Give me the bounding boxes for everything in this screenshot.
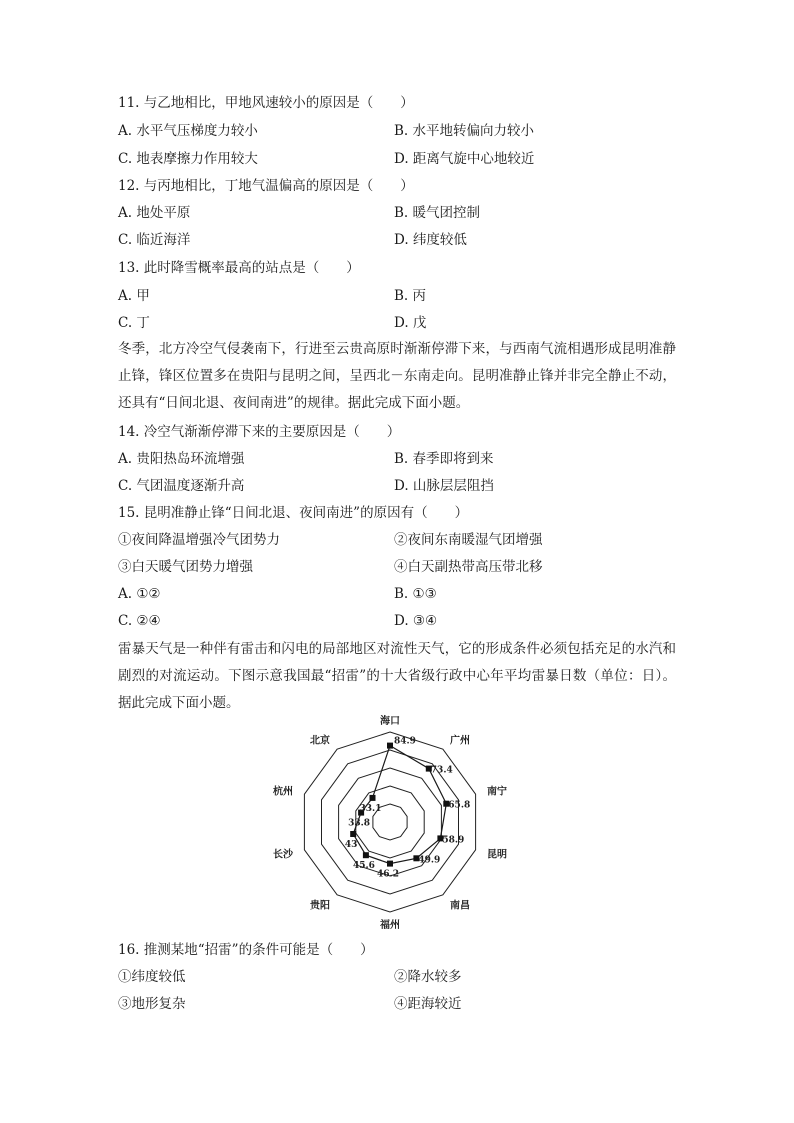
radar-value-label: 46.2 [377, 869, 399, 880]
radar-category-label: 海口 [380, 716, 400, 727]
radar-value-label: 33.1 [359, 803, 382, 814]
radar-grid-ring [304, 732, 475, 912]
q14-option-a: A. 贵阳热岛环流增强 [118, 451, 245, 467]
radar-category-label: 昆明 [487, 849, 507, 861]
q15-option-a: A. ①② [118, 586, 161, 602]
radar-category-label: 长沙 [273, 849, 293, 861]
q12-option-c: C. 临近海洋 [118, 232, 191, 248]
radar-value-label: 58.9 [442, 835, 465, 846]
q11-option-b: B. 水平地转偏向力较小 [394, 123, 535, 139]
q11-option-c: C. 地表摩擦力作用较大 [118, 151, 258, 167]
q16-statement-3: ③地形复杂 [118, 996, 186, 1012]
radar-value-label: 65.8 [448, 800, 471, 811]
q12-option-b: B. 暖气团控制 [394, 205, 481, 221]
q13-option-c: C. 丁 [118, 315, 150, 331]
radar-value-label: 49.9 [418, 855, 441, 866]
q13-option-a: A. 甲 [118, 288, 150, 304]
q15-stem: 15. 昆明准静止锋“日间北退、夜间南进”的原因有（ ） [118, 505, 469, 521]
radar-value-label: 45.6 [352, 861, 375, 872]
radar-category-label: 广州 [450, 735, 470, 747]
thunderstorm-radar-chart [273, 716, 510, 931]
passage-thunderstorm: 雷暴天气是一种伴有雷击和闪电的局部地区对流性天气，它的形成条件必须包括充足的水汽和剧烈的对流运动。下图示意我国最“招雷”的十大省级行政中心年平均雷暴日数（单位：日）。据此完成下面小题。 [118, 641, 676, 711]
radar-category-label: 杭州 [273, 786, 293, 798]
radar-data-point [370, 795, 376, 801]
radar-data-point [350, 831, 356, 837]
q13-option-b: B. 丙 [394, 288, 427, 304]
q16-statement-1: ①纬度较低 [118, 969, 186, 985]
q13-option-d: D. 戊 [394, 315, 427, 331]
q12-stem: 12. 与丙地相比，丁地气温偏高的原因是（ ） [118, 178, 414, 194]
q11-stem: 11. 与乙地相比，甲地风速较小的原因是（ ） [118, 95, 414, 111]
q15-option-d: D. ③④ [394, 613, 438, 629]
radar-data-point [387, 861, 393, 867]
radar-value-label: 84.9 [394, 736, 416, 747]
radar-category-label: 北京 [310, 735, 330, 747]
radar-category-label: 福州 [380, 920, 400, 931]
radar-value-label: 73.4 [430, 765, 453, 776]
q13-stem: 13. 此时降雪概率最高的站点是（ ） [118, 260, 360, 276]
q15-statement-1: ①夜间降温增强冷气团势力 [118, 532, 280, 548]
q12-option-a: A. 地处平原 [118, 205, 191, 221]
passage-kunming-front: 冬季，北方冷空气侵袭南下，行进至云贵高原时渐渐停滞下来，与西南气流相遇形成昆明准静止锋，锋区位置多在贵阳与昆明之间，呈西北－东南走向。昆明准静止锋并非完全静止不动，还具有“日间北退、夜间南进”的规律。据此完成下面小题。 [118, 341, 676, 411]
q16-stem: 16. 推测某地“招雷”的条件可能是（ ） [118, 942, 374, 958]
q16-statement-2: ②降水较多 [394, 969, 462, 985]
q14-option-d: D. 山脉层层阻挡 [394, 478, 494, 494]
q11-option-a: A. 水平气压梯度力较小 [118, 123, 258, 139]
q14-stem: 14. 冷空气渐渐停滞下来的主要原因是（ ） [118, 424, 401, 440]
radar-value-label: 33.8 [348, 818, 371, 829]
radar-data-point [387, 743, 393, 749]
q14-option-b: B. 春季即将到来 [394, 451, 494, 467]
q12-option-d: D. 纬度较低 [394, 232, 467, 248]
radar-data-point [363, 852, 369, 858]
q16-statement-4: ④距海较近 [394, 996, 462, 1012]
q15-option-b: B. ①③ [394, 586, 437, 602]
radar-value-label: 43 [344, 840, 358, 850]
q15-statement-4: ④白天副热带高压带北移 [394, 559, 543, 575]
q15-statement-3: ③白天暖气团势力增强 [118, 559, 253, 575]
radar-category-label: 南昌 [450, 900, 470, 912]
q11-option-d: D. 距离气旋中心地较近 [394, 151, 535, 167]
q14-option-c: C. 气团温度逐渐升高 [118, 478, 245, 494]
q15-option-c: C. ②④ [118, 613, 161, 629]
radar-category-label: 南宁 [487, 786, 507, 798]
radar-category-label: 贵阳 [310, 900, 330, 912]
q15-statement-2: ②夜间东南暖湿气团增强 [394, 532, 543, 548]
